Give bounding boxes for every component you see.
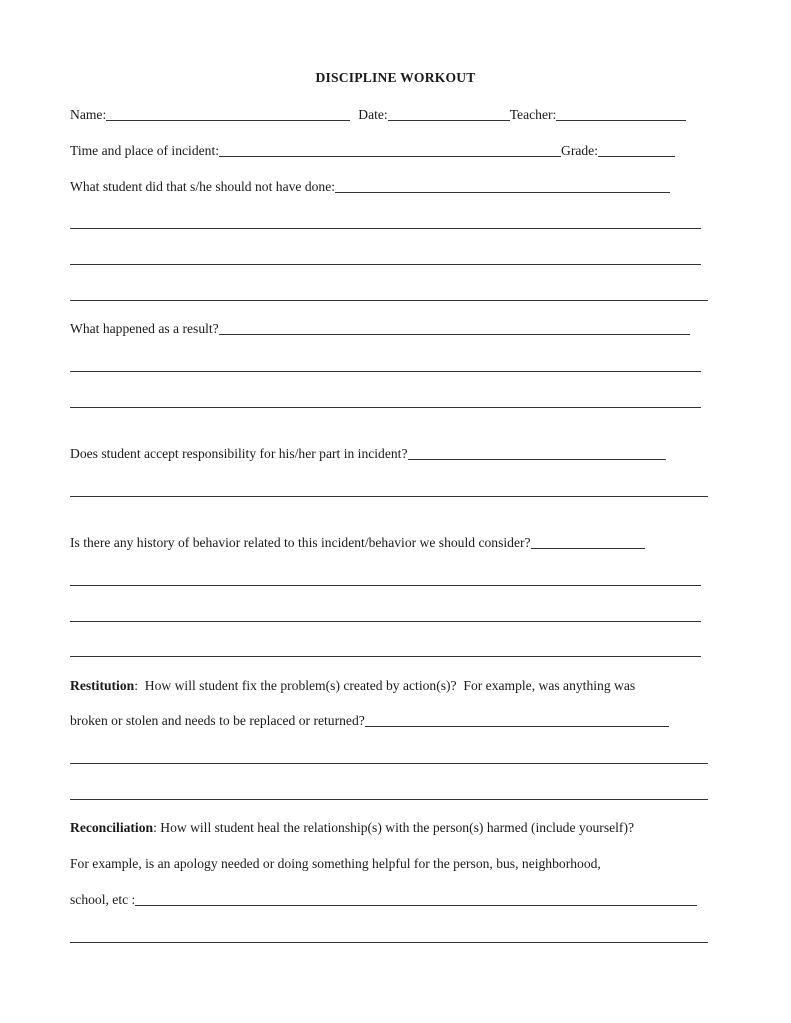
reconciliation-line-1[interactable]	[70, 942, 708, 943]
history-line-3[interactable]	[70, 656, 701, 657]
result-field[interactable]	[219, 320, 690, 335]
name-date-teacher-row	[70, 105, 686, 123]
reconciliation-text: : How will student heal the relationship(s) with the person(s) harmed (include yourself)?	[153, 820, 635, 835]
restitution-row	[70, 676, 635, 694]
history-row	[70, 533, 645, 551]
history-field[interactable]	[531, 534, 645, 549]
date-field[interactable]	[388, 106, 510, 121]
reconciliation-text-2: For example, is an apology needed or doing something helpful for the person, bus, neighborhood,	[70, 856, 601, 871]
what-did-field[interactable]	[335, 178, 670, 193]
grade-label: Grade:	[561, 143, 598, 158]
history-line-2[interactable]	[70, 621, 701, 622]
restitution-line-2[interactable]	[70, 799, 708, 800]
reconciliation-row	[70, 818, 634, 836]
result-label: What happened as a result?	[70, 321, 219, 336]
accept-field[interactable]	[408, 445, 666, 460]
result-line-1[interactable]	[70, 371, 701, 372]
restitution-heading: Restitution	[70, 678, 135, 693]
restitution-text: : How will student fix the problem(s) created by action(s)? For example, was anything was	[134, 678, 636, 693]
what-did-line-3[interactable]	[70, 300, 708, 301]
name-field[interactable]	[106, 106, 350, 121]
name-label: Name:	[70, 107, 107, 122]
reconciliation-text-3: school, etc :	[70, 892, 136, 907]
result-row	[70, 319, 690, 337]
reconciliation-row-3	[70, 890, 697, 908]
history-label: Is there any history of behavior related to this incident/behavior we should consider?	[70, 535, 531, 550]
history-line-1[interactable]	[70, 585, 701, 586]
result-line-2[interactable]	[70, 407, 701, 408]
restitution-text-2: broken or stolen and needs to be replaced or returned?	[70, 713, 365, 728]
what-did-line-1[interactable]	[70, 228, 701, 229]
what-did-row	[70, 177, 670, 195]
what-did-line-2[interactable]	[70, 264, 701, 265]
accept-line-1[interactable]	[70, 496, 708, 497]
grade-field[interactable]	[598, 142, 675, 157]
teacher-field[interactable]	[556, 106, 686, 121]
restitution-field[interactable]	[365, 712, 669, 727]
restitution-row-2	[70, 711, 669, 729]
time-place-field[interactable]	[219, 142, 561, 157]
reconciliation-heading: Reconciliation	[70, 820, 154, 835]
teacher-label: Teacher:	[509, 107, 557, 122]
reconciliation-field[interactable]	[135, 891, 697, 906]
date-label: Date:	[358, 107, 388, 122]
accept-row	[70, 444, 666, 462]
time-place-label: Time and place of incident:	[70, 143, 219, 158]
restitution-line-1[interactable]	[70, 763, 708, 764]
reconciliation-row-2	[70, 854, 601, 872]
what-did-label: What student did that s/he should not have done:	[70, 179, 336, 194]
page-title: DISCIPLINE WORKOUT	[315, 70, 476, 85]
time-place-grade-row	[70, 141, 675, 159]
accept-label: Does student accept responsibility for his/her part in incident?	[70, 446, 408, 461]
